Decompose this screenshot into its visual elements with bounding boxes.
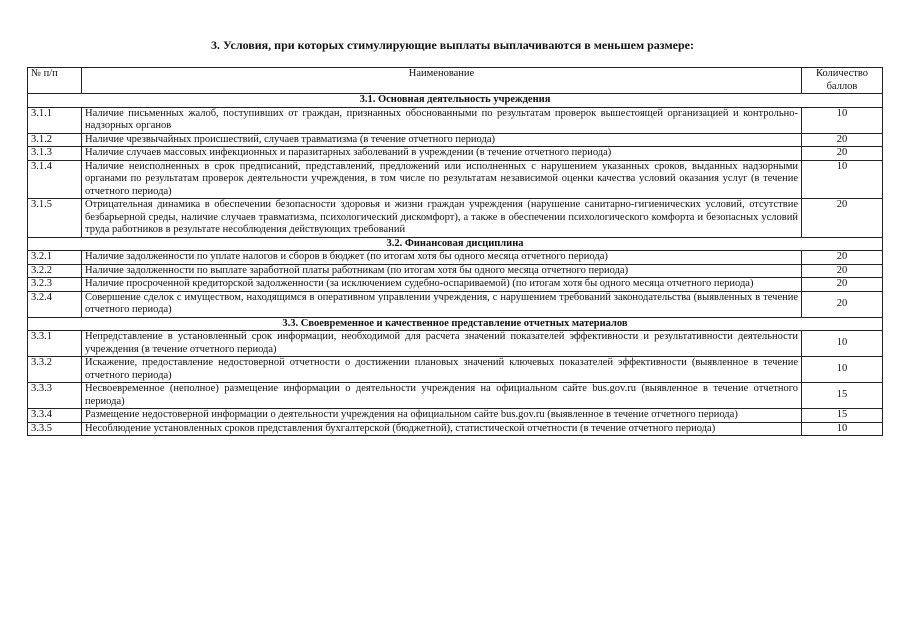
table-row <box>28 133 883 147</box>
row-number: 3.3.1 <box>28 331 82 357</box>
row-number: 3.3.3 <box>28 383 82 409</box>
row-points: 20 <box>802 133 883 147</box>
row-number: 3.1.2 <box>28 133 82 147</box>
row-points: 20 <box>802 251 883 265</box>
row-points: 10 <box>802 357 883 383</box>
row-points: 10 <box>802 422 883 436</box>
table-row <box>28 422 883 436</box>
table-row <box>28 409 883 423</box>
section-title: 3.3. Своевременное и качественное представление отчетных материалов <box>28 317 883 331</box>
table-row <box>28 383 883 409</box>
table-body <box>28 94 883 436</box>
row-description: Наличие задолженности по уплате налогов и сборов в бюджет (по итогам хотя бы одного месяца отчетного периода) <box>82 251 802 265</box>
row-points: 10 <box>802 107 883 133</box>
row-points: 15 <box>802 409 883 423</box>
row-description: Несвоевременное (неполное) размещение информации о деятельности учреждения на официальном сайте bus.gov.ru (выявленное в течение отчетного периода) <box>82 383 802 409</box>
section-title: 3.2. Финансовая дисциплина <box>28 237 883 251</box>
row-description: Отрицательная динамика в обеспечении безопасности здоровья и жизни граждан учреждения (нарушение санитарно-гигиенических условий, отсутствие безбарьерной среды, наличие случаев травматизма, психологический дискомфорт), а также в обеспечении психологического комфорта и безопасных условий труда работников в результате несоблюдения действующих требований <box>82 199 802 238</box>
table-row <box>28 264 883 278</box>
row-number: 3.2.1 <box>28 251 82 265</box>
row-number: 3.1.4 <box>28 160 82 199</box>
section-row <box>28 317 883 331</box>
table-row <box>28 107 883 133</box>
row-number: 3.3.2 <box>28 357 82 383</box>
header-num: № п/п <box>28 68 82 94</box>
row-description: Наличие задолженности по выплате заработной платы работникам (по итогам хотя бы одного месяца отчетного периода) <box>82 264 802 278</box>
table-row <box>28 331 883 357</box>
row-number: 3.3.5 <box>28 422 82 436</box>
row-points: 15 <box>802 383 883 409</box>
row-points: 10 <box>802 160 883 199</box>
conditions-table <box>27 67 883 436</box>
row-description: Наличие чрезвычайных происшествий, случаев травматизма (в течение отчетного периода) <box>82 133 802 147</box>
row-number: 3.2.4 <box>28 291 82 317</box>
table-row <box>28 278 883 292</box>
row-number: 3.1.5 <box>28 199 82 238</box>
header-points: Количество баллов <box>802 68 883 94</box>
row-number: 3.1.3 <box>28 147 82 161</box>
table-row <box>28 160 883 199</box>
table-row <box>28 199 883 238</box>
table-row <box>28 291 883 317</box>
row-points: 20 <box>802 264 883 278</box>
table-row <box>28 251 883 265</box>
section-row <box>28 94 883 108</box>
section-row <box>28 237 883 251</box>
section-title: 3.1. Основная деятельность учреждения <box>28 94 883 108</box>
table-row <box>28 147 883 161</box>
row-points: 20 <box>802 147 883 161</box>
row-number: 3.1.1 <box>28 107 82 133</box>
row-description: Наличие неисполненных в срок предписаний, представлений, предложений или исполненных с нарушением указанных сроков, выданных надзорными органами по результатам проверок деятельности учреждения, в том числе по результатам независимой оценки качества условий оказания услуг (в течение отчетного периода) <box>82 160 802 199</box>
row-description: Искажение, предоставление недостоверной отчетности о достижении плановых значений ключевых показателей эффективности (выявленное в течение отчетного периода) <box>82 357 802 383</box>
row-description: Наличие просроченной кредиторской задолженности (за исключением судебно-оспариваемой) (по итогам хотя бы одного месяца отчетного периода) <box>82 278 802 292</box>
row-number: 3.3.4 <box>28 409 82 423</box>
table-header-row <box>28 68 883 94</box>
row-points: 10 <box>802 331 883 357</box>
row-number: 3.2.3 <box>28 278 82 292</box>
row-points: 20 <box>802 291 883 317</box>
row-description: Несоблюдение установленных сроков представления бухгалтерской (бюджетной), статистической отчетности (в течение отчетного периода) <box>82 422 802 436</box>
table-row <box>28 357 883 383</box>
row-description: Непредставление в установленный срок информации, необходимой для расчета значений показателей эффективности и результативности деятельности учреждения (в течение отчетного периода) <box>82 331 802 357</box>
row-number: 3.2.2 <box>28 264 82 278</box>
document-title: 3. Условия, при которых стимулирующие выплаты выплачиваются в меньшем размере: <box>211 38 694 52</box>
row-description: Наличие письменных жалоб, поступивших от граждан, признанных обоснованными по результатам проверок вышестоящей организацией и контрольно-надзорных органов <box>82 107 802 133</box>
header-name: Наименование <box>82 68 802 94</box>
row-points: 20 <box>802 278 883 292</box>
row-points: 20 <box>802 199 883 238</box>
row-description: Наличие случаев массовых инфекционных и паразитарных заболеваний в учреждении (в течение отчетного периода) <box>82 147 802 161</box>
row-description: Совершение сделок с имуществом, находящимся в оперативном управлении учреждения, с нарушением требований законодательства (выявленных в течение отчетного периода) <box>82 291 802 317</box>
row-description: Размещение недостоверной информации о деятельности учреждения на официальном сайте bus.gov.ru (выявленное в течение отчетного периода) <box>82 409 802 423</box>
